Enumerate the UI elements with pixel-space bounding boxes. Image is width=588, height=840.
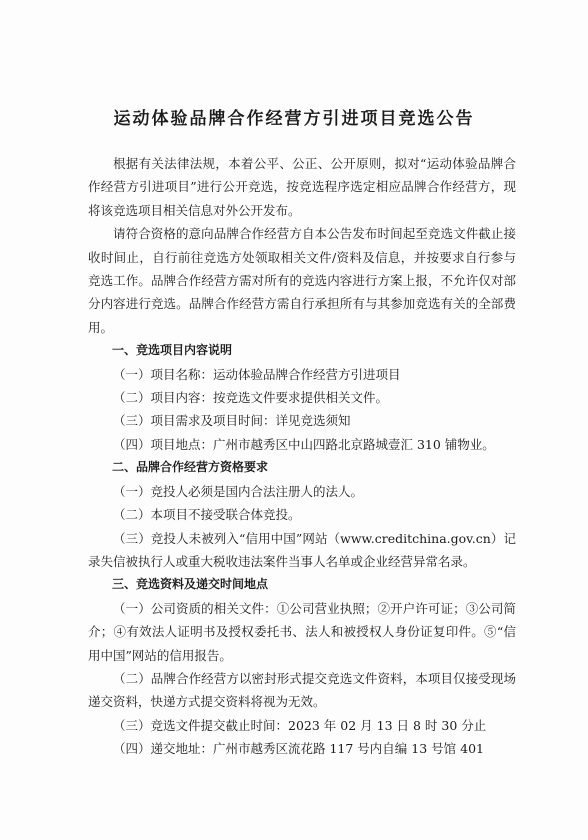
- document-title: 运动体验品牌合作经营方引进项目竞选公告: [113, 109, 475, 129]
- section-heading: 二、品牌合作经营方资格要求: [112, 460, 269, 475]
- section-heading: 三、竞选资料及递交时间地点: [112, 577, 269, 592]
- section-item: （一）项目名称：运动体验品牌合作经营方引进项目: [113, 366, 401, 382]
- intro-paragraph: 根据有关法律法规，本着公平、公正、公开原则，拟对“运动体验品牌合作经营方引进项目”进行公开竞选，按竞选程序选定相应品牌合作经营方，现将该竞选项目相关信息对外公开发布。: [88, 156, 516, 218]
- section-item: （二）品牌合作经营方以密封形式提交竞选文件资料，本项目仅接受现场递交资料，快递方式提交资料将视为无效。: [88, 670, 516, 710]
- section-item: （一）公司资质的相关文件：①公司营业执照；②开户许可证；③公司简介；④有效法人证明书及授权委托书、法人和被授权人身份证复印件。⑤“信用中国”网站的信用报告。: [88, 600, 516, 663]
- section-item: （三）竞选文件提交截止时间：2023 年 02 月 13 日 8 时 30 分止: [113, 717, 487, 733]
- section-item: （四）递交地址：广州市越秀区流花路 117 号内自编 13 号馆 401: [113, 741, 484, 757]
- section-item: （二）本项目不接受联合体竞投。: [113, 507, 301, 523]
- section-item: （三）竞投人未被列入“信用中国”网站（www.creditchina.gov.cn）记录失信被执行人或重大税收违法案件当事人名单或企业经营异常名录。: [88, 530, 516, 569]
- document-body: [88, 152, 516, 761]
- section-heading: 一、竞选项目内容说明: [112, 343, 233, 358]
- section-item: （三）项目需求及项目时间：详见竞选须知: [113, 413, 351, 429]
- intro-paragraph: 请符合资格的意向品牌合作经营方自本公告发布时间起至竞选文件截止接收时间止，自行前往竞选方处领取相关文件/资料及信息，并按要求自行参与竞选工作。品牌合作经营方需对所有的竞选内容进行方案上报，不允许仅对部分内容进行竞选。品牌合作经营方需自行承担所有与其参加竞选有关的全部费用。: [88, 226, 516, 335]
- section-item: （二）项目内容：按竞选文件要求提供相关文件。: [113, 390, 389, 406]
- section-item: （四）项目地点：广州市越秀区中山四路北京路城壹汇 310 铺物业。: [113, 436, 495, 452]
- section-item: （一）竞投人必须是国内合法注册人的法人。: [113, 483, 364, 499]
